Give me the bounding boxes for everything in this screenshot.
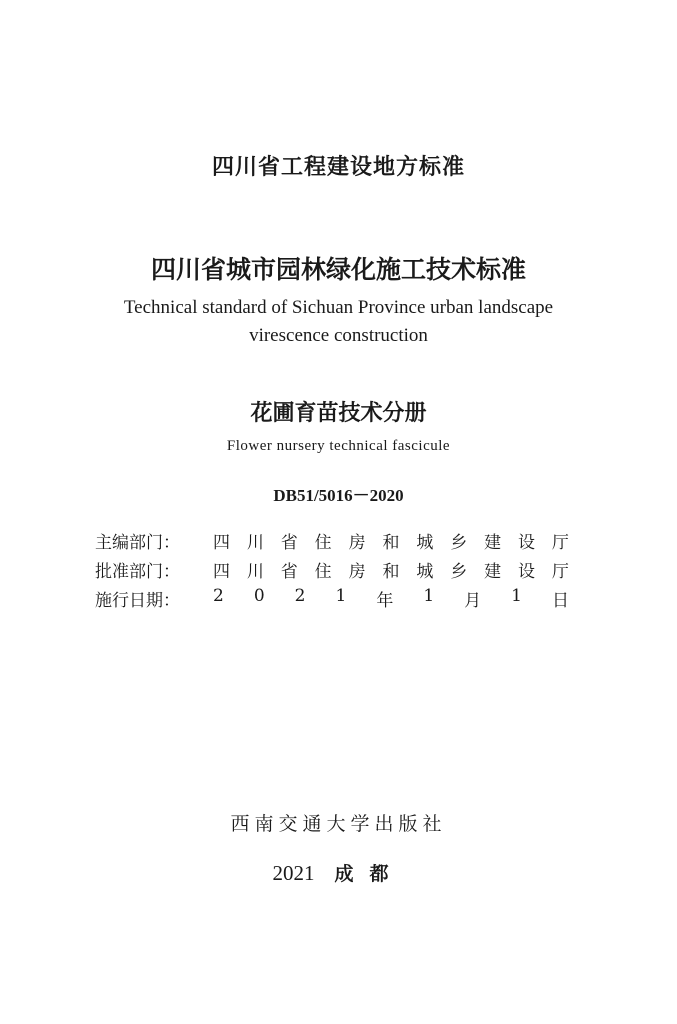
approver-char: 乡: [450, 562, 468, 582]
date-char: 2: [294, 586, 306, 606]
publication-city: 成都: [334, 863, 405, 885]
approver-char: 设: [518, 562, 536, 582]
approver-char: 川: [246, 562, 264, 582]
editor-char: 四: [213, 533, 230, 553]
approver-value: [213, 557, 569, 582]
editor-char: 乡: [450, 533, 468, 553]
editor-label: 主编部门：: [95, 533, 180, 553]
publication-year: 2021: [272, 861, 315, 885]
date-char: 2: [213, 586, 224, 606]
approver-label: 批准部门：: [95, 562, 180, 582]
fascicle-title-chinese: 花圃育苗技术分册: [250, 401, 427, 426]
approver-char: 省: [280, 562, 298, 582]
date-char: 1: [423, 586, 435, 606]
date-char: 1: [511, 586, 522, 606]
effective-date-label: 施行日期：: [95, 591, 180, 611]
approver-char: 和: [382, 562, 400, 582]
editor-value: [213, 528, 569, 553]
approver-char: 房: [348, 562, 366, 582]
editor-char: 城: [416, 533, 434, 553]
date-char: 1: [335, 586, 347, 606]
fascicle-title-english: Flower nursery technical fascicule: [226, 438, 451, 454]
editor-char: 川: [246, 533, 264, 553]
document-title-english-line1: Technical standard of Sichuan Province urban landscape: [123, 297, 554, 318]
publication-imprint: [0, 859, 677, 886]
approver-char: 住: [314, 562, 332, 582]
series-title: 四川省工程建设地方标准: [211, 155, 465, 180]
document-title-chinese: 四川省城市园林绿化施工技术标准: [150, 255, 526, 284]
approver-char: 厅: [551, 562, 569, 582]
date-char: 月: [464, 591, 482, 611]
approver-char: 四: [213, 562, 230, 582]
date-char: 0: [253, 586, 265, 606]
editor-char: 省: [280, 533, 298, 553]
editor-char: 厅: [551, 533, 569, 553]
approver-char: 建: [484, 562, 502, 582]
publisher-name: 西南交通大学出版社: [230, 813, 447, 835]
editor-char: 建: [484, 533, 502, 553]
editor-char: 房: [348, 533, 366, 553]
editor-char: 设: [518, 533, 536, 553]
document-title-english-line2: virescence construction: [249, 325, 428, 346]
effective-date-value: [213, 586, 569, 611]
standard-code: DB51/5016－2020: [273, 486, 404, 505]
editor-char: 和: [382, 533, 400, 553]
approver-char: 城: [416, 562, 434, 582]
date-char: 日: [551, 591, 569, 611]
editor-char: 住: [314, 533, 332, 553]
date-char: 年: [376, 591, 394, 611]
